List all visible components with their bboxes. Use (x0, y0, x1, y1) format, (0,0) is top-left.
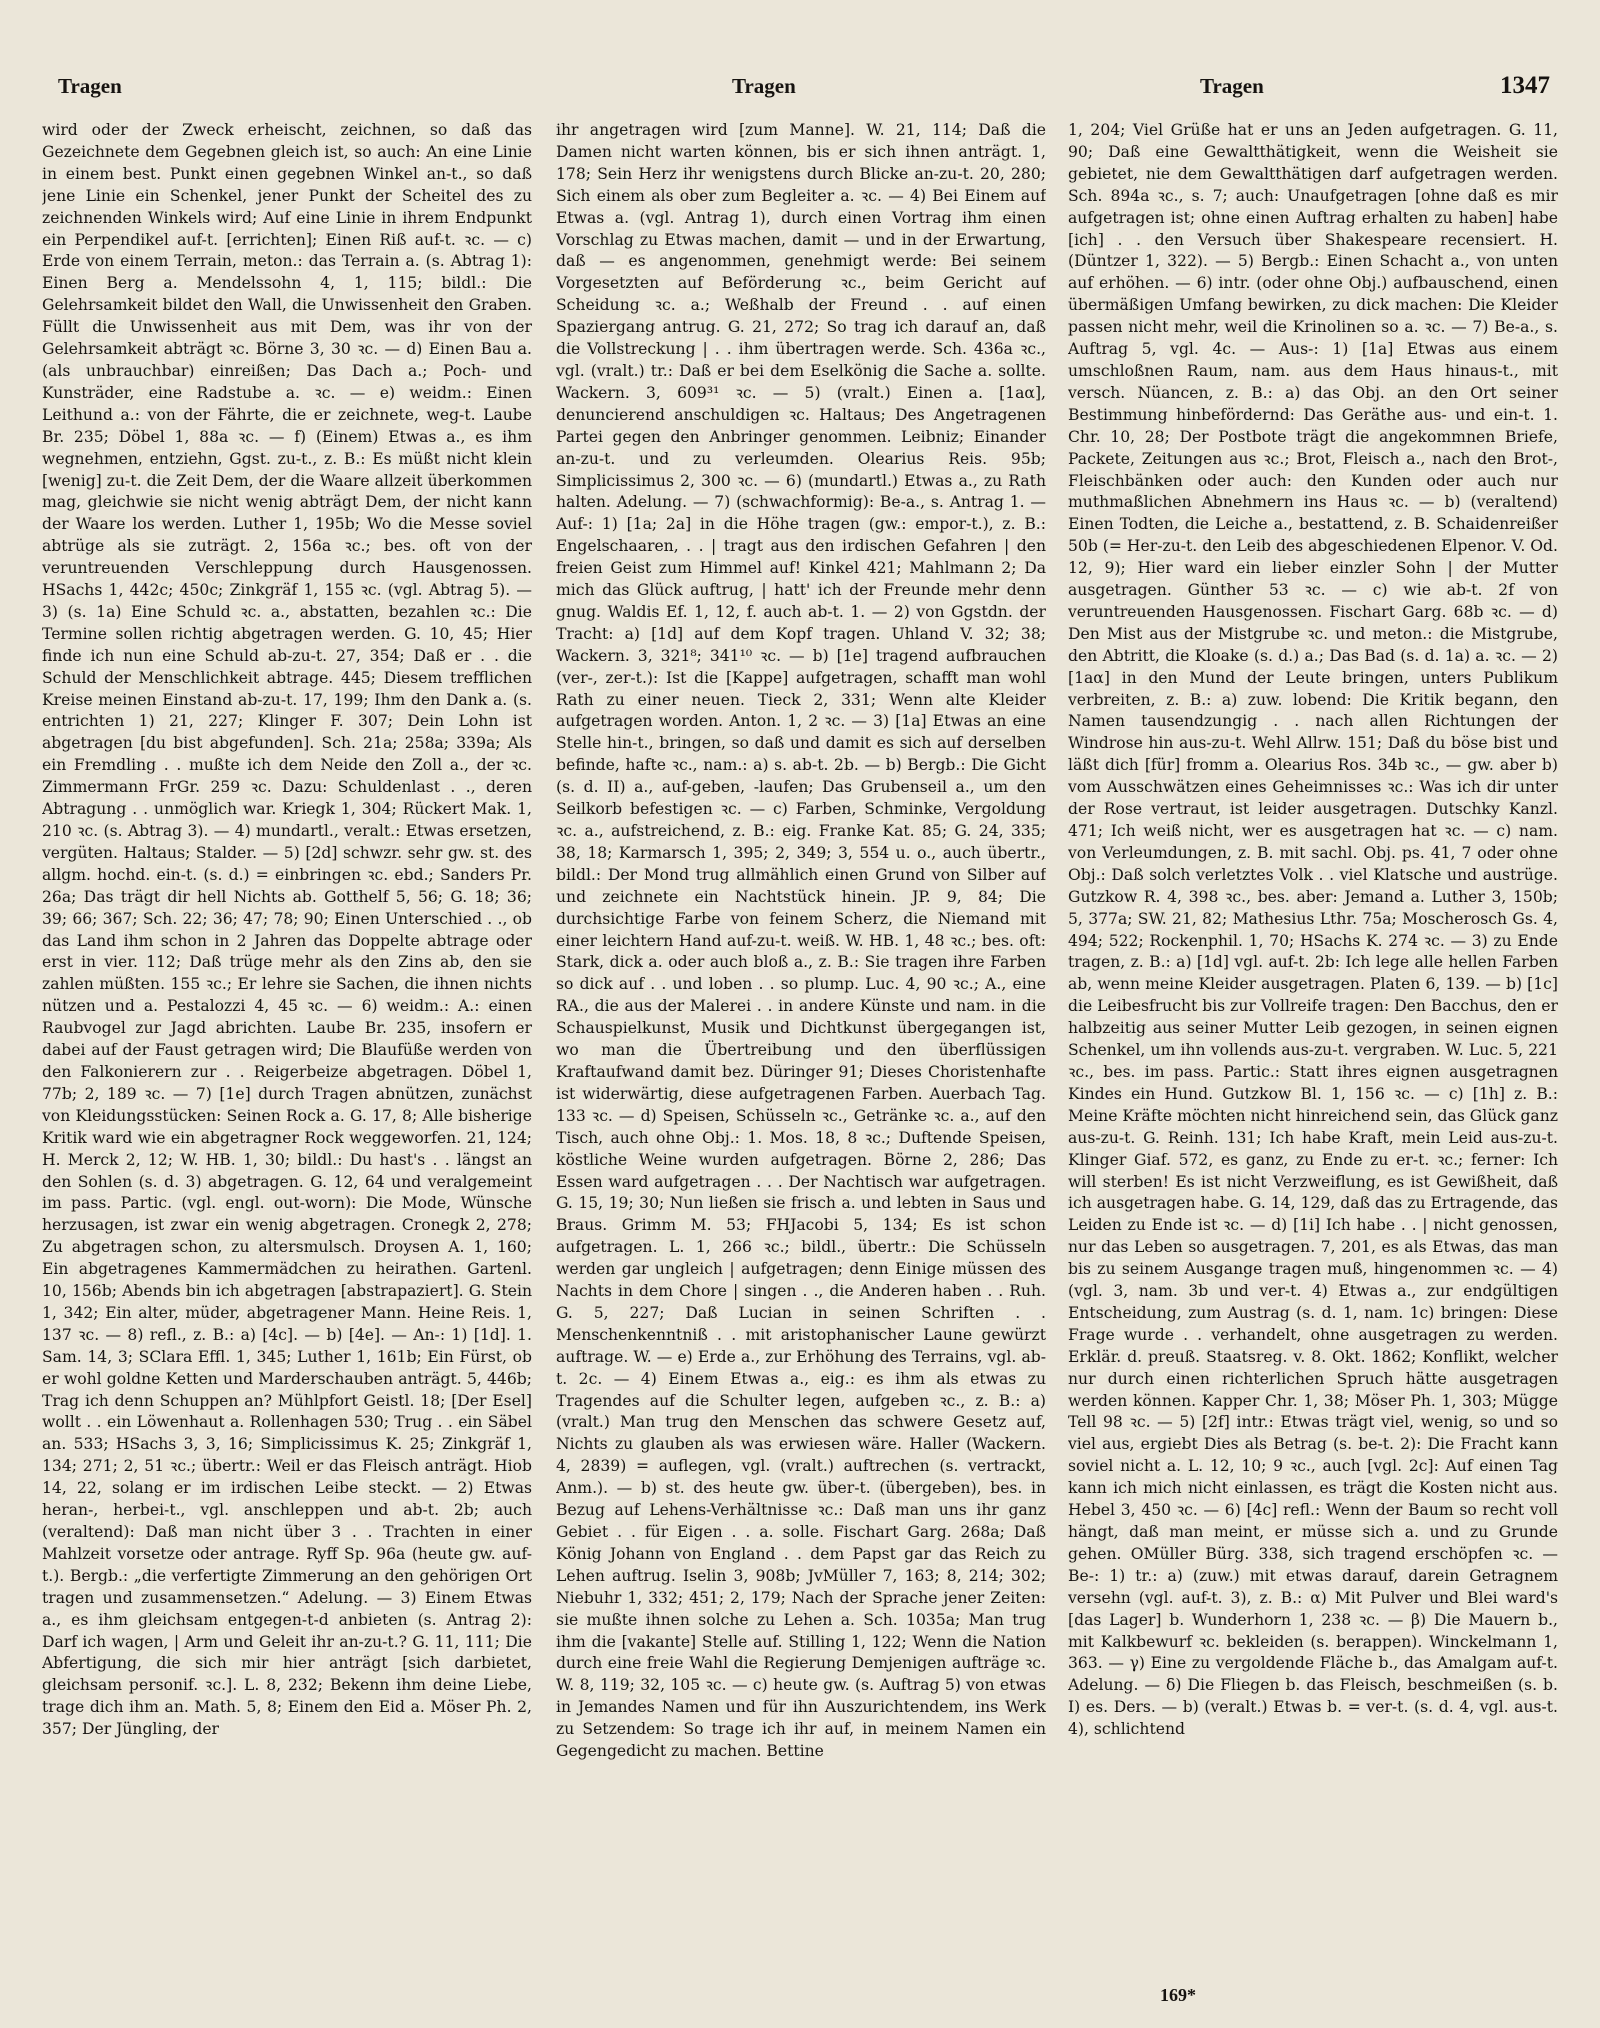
column-3-text: 1, 204; Viel Grüße hat er uns an Jeden aufgetragen. G. 11, 90; Daß eine Gewaltthätigkeit, wenn die Weisheit sie gebietet, nie dem Gewaltthätigen darf aufgetragen werden. Sch. 894a ꝛc., s. 7; auch: Unaufgetragen [ohne daß es mir aufgetragen ist; ohne einen Auftrag erhalten zu haben] habe [ich] . . den Versuch über Shakespeare recensiert. H. (Düntzer 1, 322). — 5) Bergb.: Einen Schacht a., von unten auf erhöhen. — 6) intr. (oder ohne Obj.) aufbauschend, einen übermäßigen Umfang bewirken, zu dick machen: Die Kleider passen nicht mehr, weil die Krinolinen so a. ꝛc. — 7) Be-a., s. Auftrag 5, vgl. 4c. — Aus-: 1) [1a] Etwas aus einem umschloßnen Raum, nam. aus dem Haus hinaus-t., mit versch. Nüancen, z. B.: a) das Obj. an den Ort seiner Bestimmung hinbefördernd: Das Geräthe aus- und ein-t. 1. Chr. 10, 28; Der Postbote trägt die angekommnen Briefe, Packete, Zeitungen aus ꝛc.; Brot, Fleisch a., nach den Brot-, Fleischbänken oder auch: den Kunden oder auch nur muthmaßlichen Abnehmern ins Haus ꝛc. — b) (veraltend) Einen Todten, die Leiche a., bestattend, z. B. Schaidenreißer 50b (= Her-zu-t. den Leib des abgeschiedenen Elpenor. V. Od. 12, 9); Hier ward ein lieber einzler Sohn | der Mutter ausgetragen. Günther 53 ꝛc. — c) wie ab-t. 2f von veruntreuenden Hausgenossen. Fischart Garg. 68b ꝛc. — d) Den Mist aus der Mistgrube ꝛc. und meton.: die Mistgrube, den Abtritt, die Kloake (s. d.) a.; Das Bad (s. d. 1a) a. ꝛc. — 2) [1aα] in den Mund der Leute bringen, unters Publikum verbreiten, z. B.: a) zuw. lobend: Die Kritik begann, den Namen tausendzungig . . nach allen Richtungen der Windrose hin aus-zu-t. Wehl Allrw. 151; Daß du böse bist und läßt dich [für] fromm a. Olearius Ros. 34b ꝛc., — gw. aber b) vom Ausschwätzen eines Geheimnisses ꝛc.: Was ich dir unter der Rose vertraut, ist leider ausgetragen. Dutschky Kanzl. 471; Ich weiß nicht, wer es ausgetragen hat ꝛc. — c) nam. von Verleumdungen, z. B. mit sachl. Obj. ps. 41, 7 oder ohne Obj.: Daß solch verletztes Volk . . viel Klatsche und austrüge. Gutzkow R. 4, 398 ꝛc., bes. aber: Jemand a. Luther 3, 150b; 5, 377a; SW. 21, 82; Mathesius Lthr. 75a; Moscherosch Gs. 4, 494; 522; Rockenphil. 1, 70; HSachs K. 274 ꝛc. — 3) zu Ende tragen, z. B.: a) [1d] vgl. auf-t. 2b: Ich lege alle hellen Farben ab, wenn meine Kleider ausgetragen. Platen 6, 139. — b) [1c] die Leibesfrucht bis zur Vollreife tragen: Den Bacchus, den er halbzeitig aus seiner Mutter Leib gezogen, in seinen eignen Schenkel, um ihn vollends aus-zu-t. vergraben. W. Luc. 5, 221 ꝛc., bes. im pass. Partic.: Statt ihres eignen ausgetragnen Kindes ein Hund. Gutzkow Bl. 1, 156 ꝛc. — c) [1h] z. B.: Meine Kräfte möchten nicht hinreichend sein, das Glück ganz aus-zu-t. G. Reinh. 131; Ich habe Kraft, mein Leid aus-zu-t. Klinger Giaf. 572, es ganz, zu Ende zu er-t. ꝛc.; ferner: Ich will sterben! Es ist nicht Verzweiflung, es ist Gewißheit, daß ich ausgetragen habe. G. 14, 129, daß das zu Ertragende, das Leiden zu Ende ist ꝛc. — d) [1i] Ich habe . . | nicht genossen, nur das Leben so ausgetragen. 7, 201, es als Etwas, das man bis zu seinem Ausgange tragen muß, hingenommen ꝛc. — 4) (vgl. 3, nam. 3b und ver-t. 4) Etwas a., zur endgültigen Entscheidung, zum Austrag (s. d. 1, nam. 1c) bringen: Diese Frage wurde . . verhandelt, ohne ausgetragen zu werden. Erklär. d. preuß. Staatsreg. v. 8. Okt. 1862; Konflikt, welcher nur durch einen richterlichen Spruch hätte ausgetragen werden können. Kapper Chr. 1, 38; Möser Ph. 1, 303; Mügge Tell 98 ꝛc. — 5) [2f] intr.: Etwas trägt viel, wenig, so und so viel aus, ergiebt Dies als Betrag (s. be-t. 2): Die Fracht kann soviel nicht a. L. 12, 10; 9 ꝛc., auch [vgl. 2c]: Auf einen Tag kann ich mich nicht einlassen, es trägt die Kosten nicht aus. Hebel 3, 450 ꝛc. — 6) [4c] refl.: Wenn der Baum so recht voll hängt, daß man meint, er müsse sich a. und zu Grunde gehen. OMüller Bürg. 338, sich tragend erschöpfen ꝛc. — Be-: 1) tr.: a) (zuw.) mit etwas darauf, darein Getragnem versehn (vgl. auf-t. 3), z. B.: α) Mit Pulver und Blei ward's [das Lager] b. Wunderhorn 1, 238 ꝛc. — β) Die Mauern b., mit Kalkbewurf ꝛc. bekleiden (s. berappen). Winckelmann 1, 363. — γ) Eine zu vergoldende Fläche b., das Amalgam auf-t. Adelung. — δ) Die Fliegen b. das Fleisch, beschmeißen (s. b. I) es. Ders. — b) (veralt.) Etwas b. = ver-t. (s. d. 4, vgl. aus-t. 4), schlichtend (1068, 121, 1558, 1739)
center-running-headword: Tragen (732, 74, 796, 98)
text-column-1 (42, 120, 532, 1980)
text-column-3 (1068, 120, 1558, 1980)
text-column-2 (556, 120, 1046, 1980)
right-running-headword: Tragen (1200, 74, 1264, 98)
left-running-headword: Tragen (58, 74, 122, 98)
column-2-text: ihr angetragen wird [zum Manne]. W. 21, 114; Daß die Damen nicht warten können, bis er sich ihnen anträgt. 1, 178; Sein Herz ihr wenigstens durch Blicke an-zu-t. 20, 280; Sich einem als ober zum Begleiter a. ꝛc. — 4) Bei Einem auf Etwas a. (vgl. Antrag 1), durch einen Vortrag ihm einen Vorschlag zu Etwas machen, damit — und in der Erwartung, daß — es angenommen, genehmigt werde: Bei seinem Vorgesetzten auf Beförderung ꝛc., beim Gericht auf Scheidung ꝛc. a.; Weßhalb der Freund . . auf einen Spaziergang antrug. G. 21, 272; So trag ich darauf an, daß die Vollstreckung | . . ihm übertragen werde. Sch. 436a ꝛc., vgl. (vralt.) tr.: Daß er bei dem Eselkönig die Sache a. sollte. Wackern. 3, 609³¹ ꝛc. — 5) (vralt.) Einen a. [1aα], denuncierend anschuldigen ꝛc. Haltaus; Des Angetragenen Partei gegen den Anbringer genommen. Leibniz; Einander an-zu-t. und zu verleumden. Olearius Reis. 95b; Simplicissimus 2, 300 ꝛc. — 6) (mundartl.) Etwas a., zu Rath halten. Adelung. — 7) (schwachformig): Be-a., s. Antrag 1. — Auf-: 1) [1a; 2a] in die Höhe tragen (gw.: empor-t.), z. B.: Engelschaaren, . . | tragt aus den irdischen Gefahren | den freien Geist zum Himmel auf! Kinkel 421; Mahlmann 2; Da mich das Glück auftrug, | hatt' ich der Freunde mehr denn gnug. Waldis Ef. 1, 12, f. auch ab-t. 1. — 2) von Ggstdn. der Tracht: a) [1d] auf dem Kopf tragen. Uhland V. 32; 38; Wackern. 3, 321⁸; 341¹⁰ ꝛc. — b) [1e] tragend aufbrauchen (ver-, zer-t.): Ist die [Kappe] aufgetragen, schafft man wohl Rath zu einer neuen. Tieck 2, 331; Wenn alte Kleider aufgetragen worden. Anton. 1, 2 ꝛc. — 3) [1a] Etwas an eine Stelle hin-t., bringen, so daß und damit es sich auf derselben befinde, hafte ꝛc., nam.: a) s. ab-t. 2b. — b) Bergb.: Die Gicht (s. d. II) a., auf-geben, -laufen; Das Grubenseil a., um den Seilkorb befestigen ꝛc. — c) Farben, Schminke, Vergoldung ꝛc. a., aufstreichend, z. B.: eig. Franke Kat. 85; G. 24, 335; 38, 18; Karmarsch 1, 395; 2, 349; 3, 554 u. o., auch übertr., bildl.: Der Mond trug allmählich einen Grund von Silber auf und zeichnete ein Nachtstück hinein. JP. 9, 84; Die durchsichtige Farbe von feinem Scherz, die Niemand mit einer leichtern Hand auf-zu-t. weiß. W. HB. 1, 48 ꝛc.; bes. oft: Stark, dick a. oder auch bloß a., z. B.: Sie tragen ihre Farben so dick auf . . und loben . . so plump. Luc. 4, 90 ꝛc.; A., eine RA., die aus der Malerei . . in andere Künste und nam. in die Schauspielkunst, Musik und Dichtkunst übergegangen ist, wo man die Übertreibung und den überflüssigen Kraftaufwand damit bez. Düringer 91; Dieses Choristenhafte ist widerwärtig, diese aufgetragenen Farben. Auerbach Tag. 133 ꝛc. — d) Speisen, Schüsseln ꝛc., Getränke ꝛc. a., auf den Tisch, auch ohne Obj.: 1. Mos. 18, 8 ꝛc.; Duftende Speisen, köstliche Weine wurden aufgetragen. Börne 2, 286; Das Essen ward aufgetragen . . . Der Nachtisch war aufgetragen. G. 15, 19; 30; Nun ließen sie frisch a. und lebten in Saus und Braus. Grimm M. 53; FHJacobi 5, 134; Es ist schon aufgetragen. L. 1, 266 ꝛc.; bildl., übertr.: Die Schüsseln werden gar ungleich | aufgetragen; denn Einige müssen des Nachts in dem Chore | singen . ., die Anderen haben . . Ruh. G. 5, 227; Daß Lucian in seinen Schriften . . Menschenkenntniß . . mit aristophanischer Laune gewürzt auftrage. W. — e) Erde a., zur Erhöhung des Terrains, vgl. ab-t. 2c. — 4) Einem Etwas a., eig.: es ihm als etwas zu Tragendes auf die Schulter legen, aufgeben ꝛc., z. B.: a) (vralt.) Man trug den Menschen das schwere Gesetz auf, Nichts zu glauben als was erwiesen wäre. Haller (Wackern. 4, 2839) = auflegen, vgl. (vralt.) auftrechen (s. vertrackt, Anm.). — b) st. des heute gw. über-t. (übergeben), bes. in Bezug auf Lehens-Verhältnisse ꝛc.: Daß man uns ihr ganz Gebiet . . für Eigen . . a. solle. Fischart Garg. 268a; Daß König Johann von England . . dem Papst gar das Reich zu Lehen auftrug. Iselin 3, 908b; JvMüller 7, 163; 8, 214; 302; Niebuhr 1, 332; 451; 2, 179; Nach der Sprache jener Zeiten: sie mußte ihnen solche zu Lehen a. Sch. 1035a; Man trug ihm die [vakante] Stelle auf. Stilling 1, 122; Wenn die Nation durch eine freie Wahl die Regierung Demjenigen aufträge ꝛc. W. 8, 119; 32, 105 ꝛc. — c) heute gw. (s. Auftrag 5) von etwas in Jemandes Namen und für ihn Auszurichtendem, ins Werk zu Setzendem: So trage ich ihr auf, in meinem Namen ein Gegengedicht zu machen. Bettine (556, 121, 1046, 1761)
column-1-text: wird oder der Zweck erheischt, zeichnen, so daß das Gezeichnete dem Gegebnen gleich ist, so auch: An eine Linie in einem best. Punkt einen gegebnen Winkel an-t., so daß jene Linie ein Schenkel, jener Punkt der Scheitel des zu zeichnenden Winkels wird; Auf eine Linie in ihrem Endpunkt ein Perpendikel auf-t. [errichten]; Einen Riß auf-t. ꝛc. — c) Erde von einem Terrain, meton.: das Terrain a. (s. Abtrag 1): Einen Berg a. Mendelssohn 4, 1, 115; bildl.: Die Gelehrsamkeit bildet den Wall, die Unwissenheit den Graben. Füllt die Unwissenheit aus mit Dem, was ihr von der Gelehrsamkeit abträgt ꝛc. Börne 3, 30 ꝛc. — d) Einen Bau a. (als unbrauchbar) einreißen; Das Dach a.; Poch- und Kunsträder, eine Radstube a. ꝛc. — e) weidm.: Einen Leithund a.: von der Fährte, die er zeichnete, weg-t. Laube Br. 235; Döbel 1, 88a ꝛc. — f) (Einem) Etwas a., es ihm wegnehmen, entziehn, Ggst. zu-t., z. B.: Es müßt nicht klein [wenig] zu-t. die Zeit Dem, der die Waare allzeit überkommen mag, gleichwie sie nicht wenig abträgt Dem, der nicht kann der Waare los werden. Luther 1, 195b; Wo die Messe soviel abtrüge als sie zuträgt. 2, 156a ꝛc.; bes. oft von der veruntreuenden Verschleppung durch Hausgenossen. HSachs 1, 442c; 450c; Zinkgräf 1, 155 ꝛc. (vgl. Abtrag 5). — 3) (s. 1a) Eine Schuld ꝛc. a., abstatten, bezahlen ꝛc.: Die Termine sollen richtig abgetragen werden. G. 10, 45; Hier finde ich nun eine Schuld ab-zu-t. 27, 354; Daß er . . die Schuld der Menschlichkeit abtrage. 445; Diesem trefflichen Kreise meinen Einstand ab-zu-t. 17, 199; Ihm den Dank a. (s. entrichten 1) 21, 227; Klinger F. 307; Dein Lohn ist abgetragen [du bist abgefunden]. Sch. 21a; 258a; 339a; Als ein Fremdling . . mußte ich dem Neide den Zoll a., der ꝛc. Zimmermann FrGr. 259 ꝛc. Dazu: Schuldenlast . ., deren Abtragung . . unmöglich war. Kriegk 1, 304; Rückert Mak. 1, 210 ꝛc. (s. Abtrag 3). — 4) mundartl., veralt.: Etwas ersetzen, vergüten. Haltaus; Stalder. — 5) [2d] schwzr. sehr gw. st. des allgm. hochd. ein-t. (s. d.) = einbringen ꝛc. ebd.; Sanders Pr. 26a; Das trägt dir hell Nichts ab. Gotthelf 5, 56; G. 18; 36; 39; 66; 367; Sch. 22; 36; 47; 78; 90; Einen Unterschied . ., ob das Land ihm schon in 2 Jahren das Doppelte abtrage oder erst in vier. 112; Daß trüge mehr als den Zins ab, den sie zahlen müßten. 155 ꝛc.; Er lehre sie Sachen, die ihnen nichts nützen und a. Pestalozzi 4, 45 ꝛc. — 6) weidm.: A.: einen Raubvogel zur Jagd abrichten. Laube Br. 235, insofern er dabei auf der Faust getragen wird; Die Blaufüße werden von den Falkonierern zur . . Reigerbeize abgetragen. Döbel 1, 77b; 2, 189 ꝛc. — 7) [1e] durch Tragen abnützen, zunächst von Kleidungsstücken: Seinen Rock a. G. 17, 8; Alle bisherige Kritik ward wie ein abgetragner Rock weggeworfen. 21, 124; H. Merck 2, 12; W. HB. 1, 30; bildl.: Du hast's . . längst an den Sohlen (s. d. 3) abgetragen. G. 12, 64 und veralgemeint im pass. Partic. (vgl. engl. out-worn): Die Mode, Wünsche herzusagen, ist zwar ein wenig abgetragen. Cronegk 2, 278; Zu abgetragen schon, zu altersmulsch. Droysen A. 1, 160; Ein abgetragenes Kammermädchen zu heirathen. Gartenl. 10, 156b; Abends bin ich abgetragen [abstrapaziert]. G. Stein 1, 342; Ein alter, müder, abgetragener Mann. Heine Reis. 1, 137 ꝛc. — 8) refl., z. B.: a) [4c]. — b) [4e]. — An-: 1) [1d]. 1. Sam. 14, 3; SClara Effl. 1, 345; Luther 1, 161b; Ein Fürst, ob er wohl goldne Ketten und Marderschauben anträgt. 5, 446b; Trag ich denn Schuppen an? Mühlpfort Geistl. 18; [Der Esel] wollt . . ein Löwenhaut a. Rollenhagen 530; Trug . . ein Säbel an. 533; HSachs 3, 3, 16; Simplicissimus K. 25; Zinkgräf 1, 134; 271; 2, 51 ꝛc.; übertr.: Weil er das Fleisch anträgt. Hiob 14, 22, solang er im irdischen Leibe steckt. — 2) Etwas heran-, herbei-t., vgl. anschleppen und ab-t. 2b; auch (veraltend): Daß man nicht über 3 . . Trachten in einer Mahlzeit vorsetze oder antrage. Ryff Sp. 96a (heute gw. auf-t.). Bergb.: „die verfertigte Zimmerung an den gehörigen Ort tragen und zusammensetzen.“ Adelung. — 3) Einem Etwas a., es ihm gleichsam entgegen-t-d anbieten (s. Antrag 2): Darf ich wagen, | Arm und Geleit ihr an-zu-t.? G. 11, 111; Die Abfertigung, die sich mir hier anträgt [sich darbietet, gleichsam personif. ꝛc.]. L. 8, 232; Bekenn ihm deine Liebe, trage dich ihm an. Math. 5, 8; Einem den Eid a. Möser Ph. 2, 357; Der Jüngling, der (42, 121, 532, 1739)
signature-mark: 169* (1160, 1985, 1196, 2005)
page-number: 1347 (1500, 72, 1550, 99)
page-header (40, 70, 1560, 110)
